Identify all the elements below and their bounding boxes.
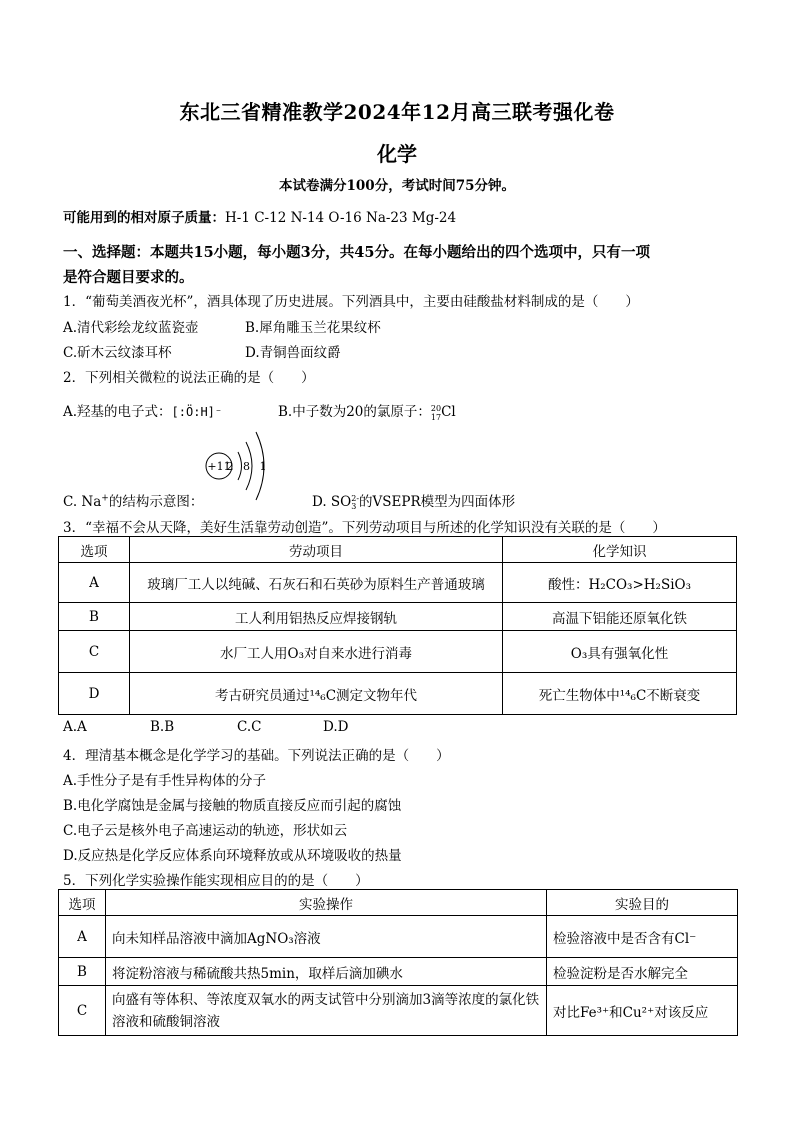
q5-table-header bbox=[59, 890, 738, 916]
q2-option-b-text: B.中子数为20的氯原子： bbox=[278, 404, 431, 420]
q3-row-c-option: C bbox=[59, 631, 130, 673]
q5-row-a-option: A bbox=[59, 916, 106, 958]
q1-option-b: B.犀角雕玉兰花果纹杯 bbox=[245, 320, 381, 336]
q3-answer-c: C.C bbox=[237, 719, 262, 735]
q3-table bbox=[58, 536, 737, 715]
exam-info: 本试卷满分100分，考试时间75分钟。 bbox=[279, 178, 515, 194]
q2-option-c-charge: + bbox=[101, 493, 109, 504]
section-1-line-2: 是符合题目要求的。 bbox=[63, 269, 194, 286]
atomic-masses-label: 可能用到的相对原子质量： bbox=[63, 210, 225, 226]
q5-row-b-option: B bbox=[59, 958, 106, 986]
q2-option-c-text: 的结构示意图： bbox=[108, 494, 204, 510]
q2-option-c bbox=[63, 490, 203, 510]
q3-row-d-project: 考古研究员通过¹⁴₆C测定文物年代 bbox=[130, 673, 503, 715]
chlorine-symbol: Cl bbox=[441, 404, 456, 420]
q3-answer-a: A.A bbox=[63, 719, 87, 735]
q2-option-d-ion: D. SO bbox=[312, 494, 352, 510]
table-row bbox=[59, 673, 737, 715]
section-1-heading bbox=[63, 240, 743, 290]
q3-answer-b: B.B bbox=[150, 719, 175, 735]
q2-option-d-text: 的VSEPR模型为四面体形 bbox=[359, 494, 516, 510]
q3-answer-d: D.D bbox=[323, 719, 349, 735]
q3-row-b-project: 工人利用铝热反应焊接钢轨 bbox=[130, 603, 503, 631]
q5-stem: 5．下列化学实验操作能实现相应目的的是（ ） bbox=[63, 873, 369, 889]
q5-row-a-goal: 检验溶液中是否含有Cl⁻ bbox=[547, 916, 738, 958]
q5-row-a-operation: 向未知样品溶液中滴加AgNO₃溶液 bbox=[106, 916, 547, 958]
q4-option-d: D.反应热是化学反应体系向环境释放或从环境吸收的热量 bbox=[63, 848, 402, 864]
sodium-ion-structure-diagram bbox=[200, 428, 280, 504]
table-row bbox=[59, 986, 738, 1036]
q2-option-a bbox=[63, 400, 222, 420]
table-row bbox=[59, 631, 737, 673]
q3-row-c-knowledge: O₃具有强氧化性 bbox=[503, 631, 737, 673]
exam-title: 东北三省精准教学2024年12月高三联考强化卷 bbox=[179, 100, 615, 124]
q3-stem: 3．“幸福不会从天降，美好生活靠劳动创造”。下列劳动项目与所述的化学知识没有关联的是（ ） bbox=[63, 520, 666, 536]
shell-electrons: 2 8 1 bbox=[226, 460, 270, 473]
q2-option-d bbox=[312, 490, 515, 511]
q3-row-a-project: 玻璃厂工人以纯碱、石灰石和石英砂为原料生产普通玻璃 bbox=[130, 563, 503, 603]
table-row bbox=[59, 958, 738, 986]
q5-row-b-operation: 将淀粉溶液与稀硫酸共热5min，取样后滴加碘水 bbox=[106, 958, 547, 986]
exam-subject: 化学 bbox=[377, 142, 417, 166]
q1-option-a: A.清代彩绘龙纹蓝瓷壶 bbox=[63, 320, 199, 336]
chlorine-nuclide-numbers bbox=[431, 404, 441, 422]
q5-header-goal: 实验目的 bbox=[547, 890, 738, 916]
q3-header-project: 劳动项目 bbox=[130, 537, 503, 563]
q3-row-d-option: D bbox=[59, 673, 130, 715]
q4-stem: 4．理清基本概念是化学学习的基础。下列说法正确的是（ ） bbox=[63, 748, 450, 764]
q4-option-b: B.电化学腐蚀是金属与接触的物质直接反应而引起的腐蚀 bbox=[63, 798, 402, 814]
sulfite-subscript: 3 bbox=[351, 501, 357, 511]
q3-row-b-option: B bbox=[59, 603, 130, 631]
q3-row-a-option: A bbox=[59, 563, 130, 603]
q5-table bbox=[58, 889, 738, 1036]
hydroxyl-electron-formula: [:Ö:H]⁻ bbox=[171, 405, 223, 419]
atomic-masses bbox=[63, 206, 456, 226]
q2-option-b bbox=[278, 400, 456, 422]
q2-stem: 2．下列相关微粒的说法正确的是（ ） bbox=[63, 370, 315, 386]
nucleus-charge: +11 bbox=[207, 460, 231, 473]
table-row bbox=[59, 603, 737, 631]
chlorine-atomic-number: 17 bbox=[430, 412, 442, 422]
q5-header-operation: 实验操作 bbox=[106, 890, 547, 916]
q1-option-c: C.斫木云纹漆耳杯 bbox=[63, 345, 172, 361]
q3-row-c-project: 水厂工人用O₃对自来水进行消毒 bbox=[130, 631, 503, 673]
q5-header-option: 选项 bbox=[59, 890, 106, 916]
q3-header-knowledge: 化学知识 bbox=[503, 537, 737, 563]
q2-option-a-text: A.羟基的电子式： bbox=[63, 404, 172, 420]
atomic-masses-values: H-1 C-12 N-14 O-16 Na-23 Mg-24 bbox=[225, 210, 457, 226]
q3-row-d-knowledge: 死亡生物体中¹⁴₆C不断衰变 bbox=[503, 673, 737, 715]
q3-row-a-knowledge: 酸性：H₂CO₃>H₂SiO₃ bbox=[503, 563, 737, 603]
q4-option-a: A.手性分子是有手性异构体的分子 bbox=[63, 773, 267, 789]
table-row bbox=[59, 563, 737, 603]
q1-option-d: D.青铜兽面纹爵 bbox=[245, 345, 341, 361]
sulfite-indices bbox=[351, 495, 359, 511]
q3-table-header bbox=[59, 537, 737, 563]
q4-option-c: C.电子云是核外电子高速运动的轨迹，形状如云 bbox=[63, 823, 348, 839]
sulfite-charge: 2- bbox=[351, 493, 360, 503]
section-1-line-1: 一、选择题：本题共15小题，每小题3分，共45分。在每小题给出的四个选项中，只有一项 bbox=[63, 244, 650, 261]
q5-row-c-option: C bbox=[59, 986, 106, 1036]
chlorine-mass-number: 20 bbox=[430, 403, 442, 413]
q1-stem: 1．“葡萄美酒夜光杯”，酒具体现了历史进展。下列酒具中，主要由硅酸盐材料制成的是（ ） bbox=[63, 294, 639, 310]
q5-row-b-goal: 检验淀粉是否水解完全 bbox=[547, 958, 738, 986]
q3-row-b-knowledge: 高温下铝能还原氧化铁 bbox=[503, 603, 737, 631]
q2-option-c-ion: C. Na bbox=[63, 494, 102, 510]
table-row bbox=[59, 916, 738, 958]
q3-header-option: 选项 bbox=[59, 537, 130, 563]
q5-row-c-goal: 对比Fe³⁺和Cu²⁺对该反应 bbox=[547, 986, 738, 1036]
q5-row-c-operation: 向盛有等体积、等浓度双氧水的两支试管中分别滴加3滴等浓度的氯化铁溶液和硫酸铜溶液 bbox=[106, 986, 547, 1036]
